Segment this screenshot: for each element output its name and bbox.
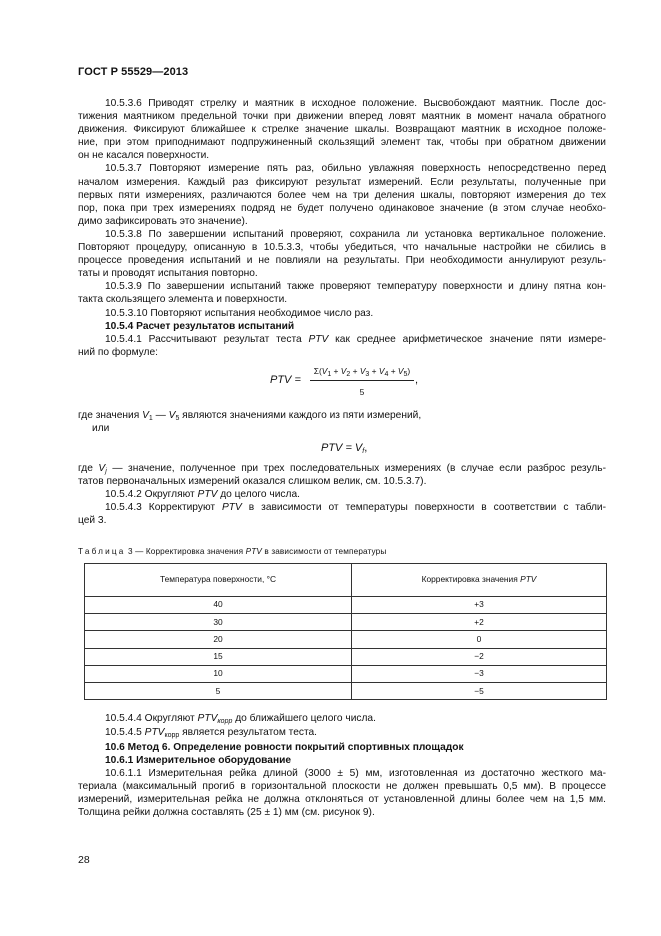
formula-var: V <box>378 365 385 376</box>
text-line: 10.6.1.1 Измерительная рейка длиной (3000 ± 5) мм, изготовленная из достаточно жесткого ма- <box>105 767 606 779</box>
table-cell-temperature: 5 <box>85 683 352 700</box>
text-line: цей 3. <box>78 515 107 527</box>
formula-var: V <box>340 365 347 376</box>
text-fragment: является результатом теста. <box>179 726 318 738</box>
formula-op: + <box>350 365 360 376</box>
text-line: такта скользящего элемента и поверхности. <box>78 294 288 306</box>
table-cell-temperature: 40 <box>85 596 352 613</box>
paragraph-10-5-3-8 <box>78 228 606 280</box>
ptv-term: PTV <box>197 489 218 501</box>
text-fragment: 10.5.4.2 Округляют <box>105 489 198 501</box>
text-line: ние, при этом приподнимают подпружиненный скользящий элемент так, чтобы при обратном движении <box>78 137 606 149</box>
text-line: первых пяти измерениях, различаются более чем на три деления шкалы, повторяют измерения до тех <box>78 189 606 201</box>
paragraph-10-5-4-3 <box>78 501 606 527</box>
text-fragment: в зависимости от температуры <box>261 546 387 556</box>
text-line: 10.5.3.9 По завершении испытаний также проверяют температуру поверхности и длину пятна кон- <box>105 281 606 293</box>
formula-explanation-2 <box>78 462 606 488</box>
text-fragment: являются значениями каждого из пяти измерений, <box>179 409 422 421</box>
table-header-row <box>85 563 607 596</box>
table-cell-correction: −2 <box>352 648 607 665</box>
formula-var: V <box>321 365 328 376</box>
text-line: тижения маятником предельной точки при движении вперед ловят маятник в момент начала обратного <box>78 111 606 123</box>
table-row <box>85 631 607 648</box>
text-line: измерений, измерительная рейка не должна отклоняться от установленной длины более чем на 1,5 мм. <box>78 793 606 805</box>
table-row <box>85 665 607 682</box>
ptv-term: PTV <box>245 546 262 556</box>
formula-op: + <box>369 365 379 376</box>
text-line: процессе проведения испытаний и не повлияли на результаты. При необходимости аннулируют резуль- <box>78 255 606 267</box>
table-caption <box>78 545 606 558</box>
text-line <box>78 501 606 514</box>
formula-sub: 3 <box>365 370 370 378</box>
formula-ptv-mean <box>78 365 606 409</box>
formula-symbol: Σ( <box>313 365 322 376</box>
text-line <box>78 333 606 346</box>
paragraph-10-5-3-10: 10.5.3.10 Повторяют испытания необходимое число раз. <box>105 307 374 319</box>
text-line: ний по формуле: <box>78 346 158 358</box>
text-line: Толщина рейки должна составлять (25 ± 1) мм (см. рисунок 9). <box>78 807 375 819</box>
paragraph-10-5-3-7 <box>78 162 606 227</box>
text-line: движения. Фиксируют ближайшее к стрелке значение шкалы. Возвращают маятник в исходное положе- <box>78 124 606 136</box>
formula-var: V <box>359 365 366 376</box>
table-cell-correction: −5 <box>352 683 607 700</box>
table-caption-word: Таблица <box>78 546 126 556</box>
formula-sub: j <box>105 468 107 476</box>
text-fragment: — значение, полученное при трех последовательных измерениях (в случае если разброс резуль- <box>106 463 606 475</box>
text-fragment: до ближайшего целого числа. <box>232 713 376 725</box>
table-cell-temperature: 30 <box>85 613 352 630</box>
table-header-temperature: Температура поверхности, °С <box>85 563 352 596</box>
paragraph-10-5-3-9 <box>78 280 606 306</box>
table-header-correction <box>352 563 607 596</box>
formula-lhs: PTV = V <box>321 442 363 455</box>
text-fragment: где значения <box>78 409 143 421</box>
text-fragment: 10.5.4.5 <box>105 726 145 738</box>
text-line: Повторяют процедуру, описанную в 10.5.3.3, чтобы убедиться, что начальные настройки не сбились в <box>78 242 606 254</box>
text-line <box>78 462 606 475</box>
text-line: татов первоначальных измерений оказался слишком велик, см. 10.5.3.7). <box>78 476 427 488</box>
text-line: началом измерения. Каждый раз фиксируют результат измерений. Если результаты, полученные при <box>78 176 606 188</box>
formula-sub: 1 <box>148 414 153 422</box>
text-line: пор, пока при трех измерениях подряд не будет получено одинаковое значение (в этом случае необхо- <box>78 202 606 214</box>
text-line: таты и проводят испытания повторно. <box>78 268 258 280</box>
page-number: 28 <box>78 854 90 866</box>
ptv-subscript: корр <box>164 731 180 739</box>
table-cell-correction: −3 <box>352 665 607 682</box>
paragraph-10-5-4-4 <box>78 712 606 725</box>
formula-numerator <box>310 365 414 381</box>
formula-fraction <box>310 365 414 399</box>
text-fragment: где <box>78 463 99 475</box>
formula-ptv-vf <box>78 439 606 459</box>
text-line: териала (максимальный прогиб в горизонтальной плоскости не должен превышать 0,5 мм). В процессе <box>78 780 606 792</box>
text-line: 10.5.3.8 По завершении испытаний проверяют, сохранила ли установка вертикальное положение. <box>105 228 606 240</box>
table-row <box>85 683 607 700</box>
paragraph-10-6-1-1 <box>78 767 606 819</box>
ptv-term: PTV <box>197 713 218 725</box>
text-fragment: 10.5.4.4 Округляют <box>105 713 198 725</box>
formula-symbol: ) <box>407 365 411 376</box>
ptv-term: PTV <box>144 726 165 738</box>
formula-explanation-1 <box>78 409 606 422</box>
paragraph-10-5-3-6 <box>78 97 606 162</box>
formula-lhs: PTV = <box>270 373 301 386</box>
formula-sub: 5 <box>403 370 408 378</box>
table-cell-temperature: 15 <box>85 648 352 665</box>
document-header: ГОСТ Р 55529—2013 <box>78 66 189 78</box>
formula-denominator: 5 <box>359 386 365 397</box>
ptv-term: PTV <box>222 502 242 514</box>
formula-comma: , <box>364 442 368 455</box>
formula-var: V <box>98 463 106 475</box>
after-table-block <box>78 712 606 819</box>
formula-var: V <box>168 409 176 421</box>
page-content <box>78 97 606 819</box>
formula-sub: 5 <box>175 414 180 422</box>
formula-op: + <box>331 365 341 376</box>
formula-sub: f <box>362 448 365 456</box>
text-fragment: в зависимости от температуры поверхности в соответствии с табли- <box>241 502 607 514</box>
formula-sub: 2 <box>346 370 351 378</box>
text-line: 10.5.3.7 Повторяют измерение пять раз, обильно увлажняя поверхность непосредственно перед <box>105 163 606 175</box>
formula-sub: 4 <box>384 370 389 378</box>
text-fragment: Корректировка значения <box>421 574 521 585</box>
paragraph-10-5-4-1 <box>78 333 606 359</box>
formula-var: V <box>397 365 404 376</box>
table-row <box>85 648 607 665</box>
table-3 <box>84 563 607 701</box>
text-line: 10.5.3.6 Приводят стрелку и маятник в исходное положение. Высвобождают маятник. После дос- <box>105 98 606 109</box>
ptv-term: PTV <box>308 333 329 345</box>
formula-comma: , <box>415 373 419 386</box>
paragraph-10-5-4-2 <box>78 488 606 501</box>
text-fragment: до целого числа. <box>217 489 300 501</box>
formula-var: V <box>142 409 149 421</box>
ptv-term: PTV <box>520 574 537 585</box>
formula-expression <box>321 442 367 455</box>
table-cell-correction: +2 <box>352 613 607 630</box>
formula-sub: 1 <box>327 370 332 378</box>
table-row <box>85 596 607 613</box>
text-fragment: 10.5.4.1 Рассчитывают результат теста <box>105 333 309 345</box>
paragraph-10-5-4-5 <box>78 726 606 739</box>
section-heading-10-6-1: 10.6.1 Измерительное оборудование <box>105 754 292 766</box>
text-line: он не касался поверхности. <box>78 150 210 162</box>
table-cell-temperature: 20 <box>85 631 352 648</box>
ptv-subscript: корр <box>217 718 233 726</box>
table-cell-temperature: 10 <box>85 665 352 682</box>
or-word: или <box>92 422 110 434</box>
text-line: димо зафиксировать это значение). <box>78 215 248 227</box>
section-heading-10-5-4: 10.5.4 Расчет результатов испытаний <box>105 320 295 332</box>
table-cell-correction: 0 <box>352 631 607 648</box>
table-cell-correction: +3 <box>352 596 607 613</box>
formula-op: + <box>388 365 398 376</box>
text-fragment: 3 — Корректировка значения <box>125 546 246 556</box>
section-heading-10-6: 10.6 Метод 6. Определение ровности покрытий спортивных площадок <box>105 741 464 753</box>
text-fragment: — <box>152 409 169 421</box>
text-fragment: 10.5.4.3 Корректируют <box>105 502 223 514</box>
table-row <box>85 613 607 630</box>
text-fragment: как среднее арифметическое значение пяти измере- <box>328 333 607 345</box>
